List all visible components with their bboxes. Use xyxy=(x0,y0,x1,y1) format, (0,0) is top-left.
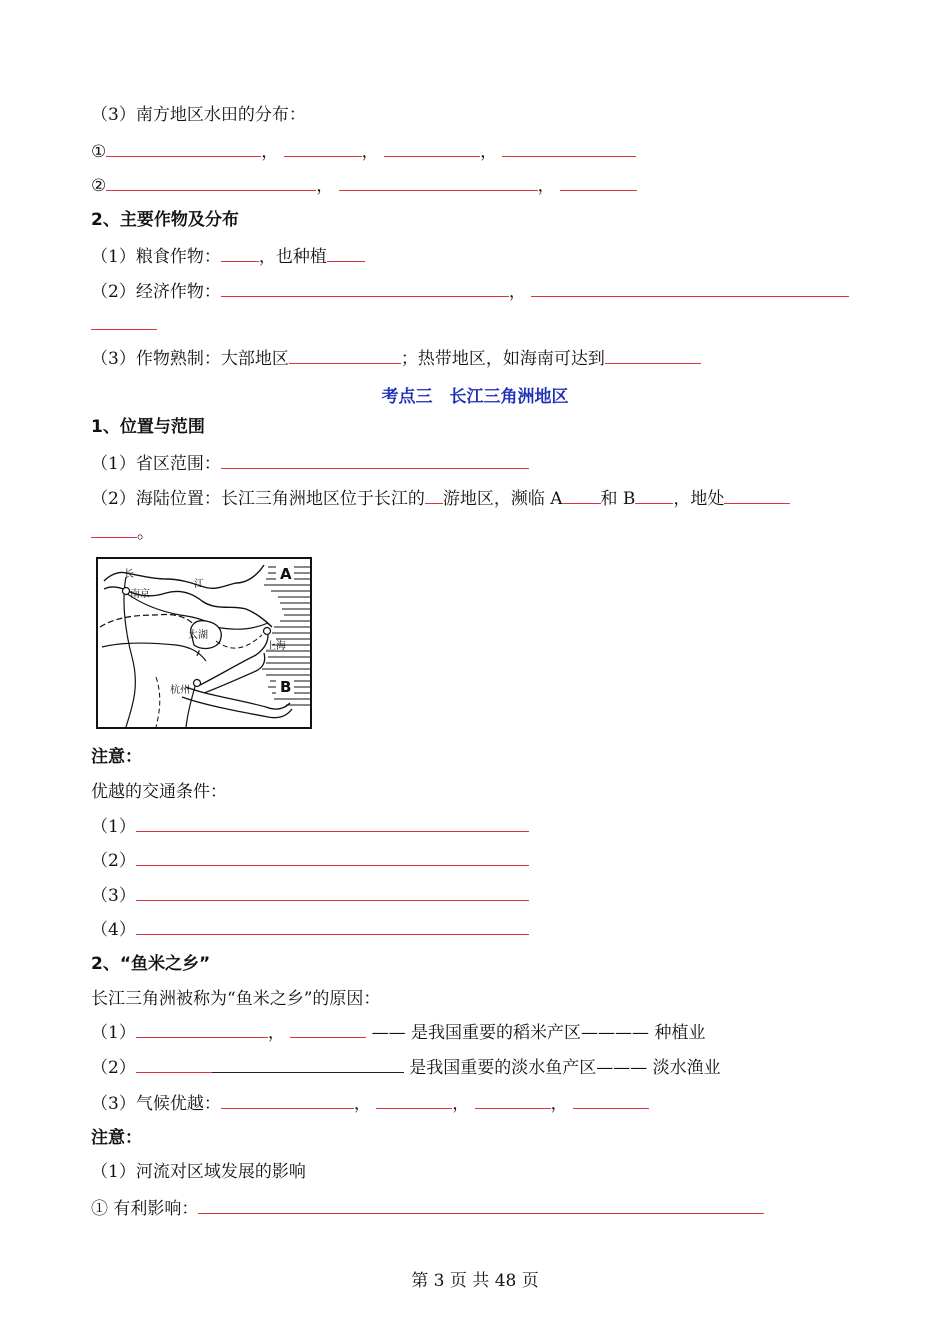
answer-blank[interactable] xyxy=(573,1092,649,1109)
river-impact: （1）河流对区域发展的影响 xyxy=(91,1162,306,1182)
shanghai-marker xyxy=(264,628,271,635)
answer-blank[interactable] xyxy=(384,140,480,157)
page-footer: 第 3 页 共 48 页 xyxy=(411,1271,539,1291)
answer-blank[interactable] xyxy=(198,1197,764,1214)
answer-blank[interactable] xyxy=(475,1092,551,1109)
section-title: 考点三 长江三角洲地区 xyxy=(381,387,569,407)
traffic-item: （1） xyxy=(91,815,529,838)
label-jiang: 江 xyxy=(194,579,204,590)
answer-blank[interactable] xyxy=(136,849,529,866)
answer-blank[interactable] xyxy=(531,280,849,297)
reason-2: （2） 是我国重要的淡水鱼产区——— 淡水渔业 xyxy=(91,1058,721,1078)
answer-blank[interactable] xyxy=(91,521,137,538)
cash-row: （2）经济作物： ， xyxy=(91,280,849,303)
label-a: A xyxy=(280,565,292,583)
answer-blank[interactable] xyxy=(425,487,443,504)
reason-intro: 长江三角洲被称为“鱼米之乡”的原因： xyxy=(91,989,381,1009)
note-label: 注意： xyxy=(91,747,142,767)
label-nanjing: 南京 xyxy=(130,589,150,600)
paddy-row-2: ② ， ， xyxy=(91,174,637,197)
note-label: 注意： xyxy=(91,1128,142,1148)
location-row: （2）海陆位置：长江三角洲地区位于长江的 游地区，濒临 A 和 B ，地处 xyxy=(91,487,790,510)
fish-rice-heading: 2、“鱼米之乡” xyxy=(91,954,211,974)
province-row: （1）省区范围： xyxy=(91,452,529,475)
answer-blank[interactable] xyxy=(376,1092,452,1109)
answer-blank[interactable] xyxy=(106,174,316,191)
answer-blank[interactable] xyxy=(605,347,701,364)
hangzhou-marker xyxy=(194,680,201,687)
label-shanghai: 上海 xyxy=(266,641,286,652)
label-chang: 长 xyxy=(124,569,134,580)
answer-blank[interactable] xyxy=(221,452,529,469)
benefit-row: ① 有利影响： xyxy=(91,1197,764,1220)
answer-blank[interactable] xyxy=(136,815,529,832)
grain-row: （1）粮食作物： ，也种植 xyxy=(91,245,365,268)
connector-line xyxy=(212,1061,404,1073)
answer-blank[interactable] xyxy=(221,1092,354,1109)
answer-blank[interactable] xyxy=(284,140,362,157)
answer-blank[interactable] xyxy=(339,174,538,191)
cash-row-cont xyxy=(91,313,157,336)
answer-blank[interactable] xyxy=(221,245,259,262)
label-taihu: 太湖 xyxy=(188,630,208,641)
answer-blank[interactable] xyxy=(327,245,365,262)
answer-blank[interactable] xyxy=(136,1021,268,1038)
nanjing-marker xyxy=(123,588,130,595)
paddy-row-1: ① ， ， ， xyxy=(91,140,636,163)
answer-blank[interactable] xyxy=(221,280,509,297)
location-heading: 1、位置与范围 xyxy=(91,417,205,437)
paddy-label: （3）南方地区水田的分布： xyxy=(91,105,306,125)
crops-heading: 2、主要作物及分布 xyxy=(91,210,239,230)
yangtze-delta-map xyxy=(96,557,312,729)
answer-blank[interactable] xyxy=(290,1021,366,1038)
answer-blank[interactable] xyxy=(91,313,157,330)
location-row-cont: 。 xyxy=(91,521,154,544)
traffic-item: （2） xyxy=(91,849,529,872)
answer-blank[interactable] xyxy=(724,487,790,504)
traffic-intro: 优越的交通条件： xyxy=(91,782,227,802)
circled-1: ① xyxy=(91,142,107,162)
answer-blank[interactable] xyxy=(136,918,529,935)
answer-blank[interactable] xyxy=(106,140,261,157)
answer-blank[interactable] xyxy=(136,1056,212,1073)
cropping-row: （3）作物熟制：大部地区 ；热带地区，如海南可达到 xyxy=(91,347,701,370)
traffic-item: （3） xyxy=(91,884,529,907)
label-hangzhou: 杭州 xyxy=(170,685,190,696)
answer-blank[interactable] xyxy=(563,487,601,504)
answer-blank[interactable] xyxy=(136,884,529,901)
reason-1: （1） ， —— 是我国重要的稻米产区———— 种植业 xyxy=(91,1023,706,1043)
answer-blank[interactable] xyxy=(502,140,636,157)
traffic-item: （4） xyxy=(91,918,529,941)
answer-blank[interactable] xyxy=(560,174,637,191)
circled-2: ② xyxy=(91,176,107,196)
reason-3: （3）气候优越： ， ， ， xyxy=(91,1092,649,1115)
answer-blank[interactable] xyxy=(635,487,673,504)
label-b: B xyxy=(280,678,292,696)
answer-blank[interactable] xyxy=(289,347,401,364)
